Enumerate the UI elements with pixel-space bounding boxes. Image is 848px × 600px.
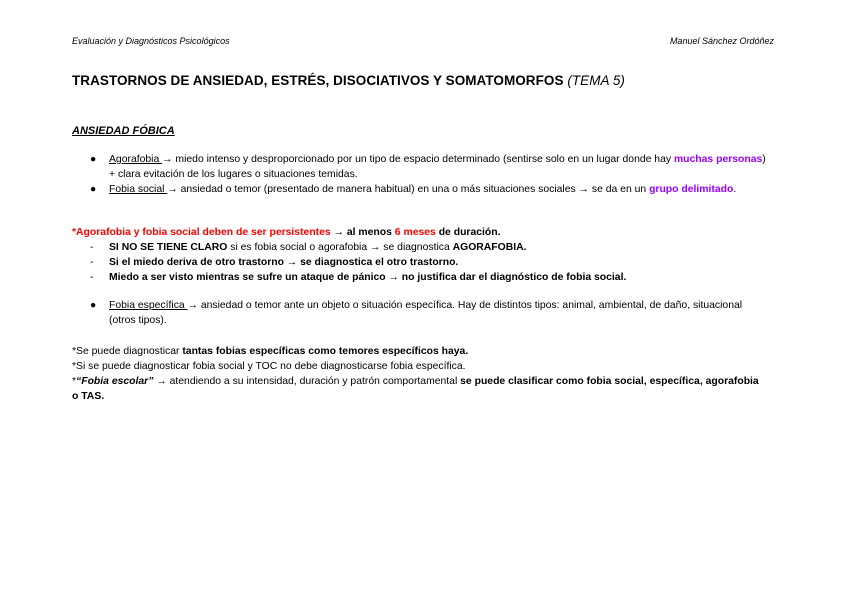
bold-text: Si el miedo deriva de otro trastorno → se diagnostica el otro trastorno. [109,257,459,268]
text: *Se puede diagnosticar [72,346,183,357]
dash-list [90,240,780,285]
note-duration: 6 meses [394,227,436,238]
note-text: → al menos [333,227,395,238]
title-tema: (TEMA 5) [567,73,625,88]
text: → ansiedad o temor (presentado de manera habitual) en una o más situaciones sociales → se da en un [167,184,650,195]
term-fobia-especifica: Fobia específica [109,300,188,311]
highlight-text: grupo delimitado [649,184,734,195]
title-main: TRASTORNOS DE ANSIEDAD, ESTRÉS, DISOCIATIVOS Y SOMATOMORFOS [72,73,564,88]
text: * [72,376,77,387]
section-title: ANSIEDAD FÓBICA [72,125,175,137]
bullet-icon: ● [90,184,97,195]
note-text: de duración. [435,227,501,238]
list-item-fobia-social [90,182,766,197]
bullet-list-2 [90,298,766,328]
text: ) + clara evitación de los lugares o situaciones temidas. [109,154,766,180]
list-item-fobia-especifica [90,298,766,328]
term-fobia-social: Fobia social [109,184,168,195]
bold-text: tantas fobias específicas como temores específicos haya. [182,346,469,357]
bold-italic-text: “Fobia escolar” [76,376,154,387]
header-author: Manuel Sánchez Ordóñez [669,36,774,46]
page-title [72,73,625,88]
text: . [733,184,737,195]
footnote [72,344,762,359]
list-item-agorafobia [90,152,766,182]
text: si es fobia social o agorafobia → se diagnostica [227,242,453,253]
bold-text: AGORAFOBIA. [452,242,527,253]
text: *Si se puede diagnosticar fobia social y TOC no debe diagnosticarse fobia específica. [72,361,466,372]
bullet-icon: ● [90,300,97,311]
text: → atendiendo a su intensidad, duración y patrón comportamental [153,376,461,387]
footnote [72,374,762,404]
bold-text: SI NO SE TIENE CLARO [109,242,228,253]
highlight-text: muchas personas [673,154,763,165]
text: → ansiedad o temor ante un objeto o situación específica. Hay de distintos tipos: animal, ambiental, de daño, situacional (otros tipos). [109,300,743,326]
bold-text: Miedo a ser visto mientras se sufre un ataque de pánico → no justifica dar el diagnóstico de fobia social. [109,272,627,283]
term-agorafobia: Agorafobia [109,154,163,165]
dash-icon: - [90,242,94,253]
dash-icon: - [90,272,94,283]
text: → miedo intenso y desproporcionado por un tipo de espacio determinado (sentirse solo en un lugar donde hay [162,154,674,165]
note-persistence [72,225,772,240]
list-item [90,255,780,270]
bullet-icon: ● [90,154,97,165]
list-item [90,270,780,285]
footnotes [72,344,762,404]
bullet-list-1 [90,152,766,197]
footnote [72,359,762,374]
header-course: Evaluación y Diagnósticos Psicológicos [72,36,230,46]
dash-icon: - [90,257,94,268]
note-red-text: *Agorafobia y fobia social deben de ser persistentes [72,227,334,238]
bold-text: se puede clasificar como fobia social, específica, agorafobia o TAS. [72,376,759,402]
list-item [90,240,780,255]
